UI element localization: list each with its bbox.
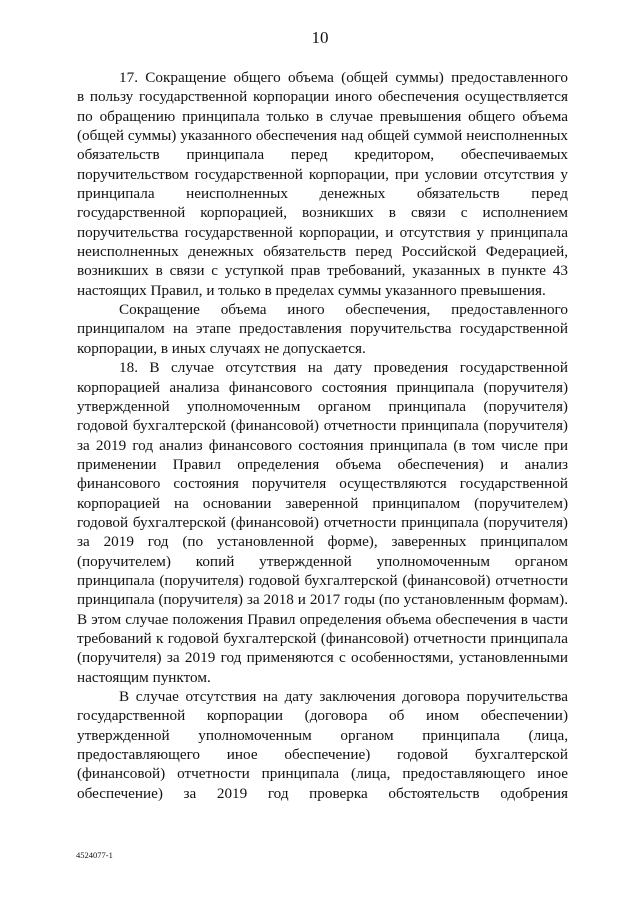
text-line: Сокращение объема иного обеспечения, предоставленного [119,301,568,319]
text-line: В случае отсутствия на дату заключения договора поручительства [119,688,568,705]
text-line: поручительством государственной корпорации, при условии отсутствия у [77,165,568,183]
page-number: 10 [311,28,329,47]
text-line: корпорацией анализа финансового состояния принципала (поручителя) [77,378,568,396]
text-line: годовой бухгалтерской (финансовой) отчетности принципала (поручителя) [77,417,568,435]
text-line: принципала (поручителя) годовой бухгалтерской (финансовой) отчетности [77,571,568,589]
text-line: (финансовой) отчетности принципала (лица, предоставляющего иное [77,765,568,783]
text-line: за 2019 год анализ финансового состояния принципала (в том числе при [77,436,568,454]
text-line: требований к годовой бухгалтерской (финансовой) отчетности принципала [77,629,568,647]
text-line: (общей суммы) указанного обеспечения над общей суммой неисполненных [77,127,568,145]
document-body [77,68,568,803]
text-line: обязательств принципала перед кредитором, обеспечиваемых [77,146,568,164]
text-line: годовой бухгалтерской (финансовой) отчетности принципала (поручителя) [77,513,568,531]
text-line: финансового состояния поручителя осуществляются государственной [77,475,568,493]
text-line: поручительства государственной корпорации, и отсутствия у принципала [77,223,568,241]
text-line: за 2019 год (по установленной форме), заверенных принципалом [77,533,568,551]
text-line: корпорации, в иных случаях не допускается. [77,339,366,357]
text-line: 18. В случае отсутствия на дату проведения государственной [119,359,568,377]
text-line: в пользу государственной корпорации иного обеспечения осуществляется [77,88,568,106]
text-line: государственной корпорации (договора об ином обеспечении) [77,707,568,725]
text-line: принципалом на этапе предоставления поручительства государственной [77,320,568,338]
text-line: принципала неисполненных денежных обязательств перед [77,185,568,203]
text-line: применении Правил определения объема обеспечения) и анализ [77,455,568,473]
text-line: (поручителя) за 2019 год применяются с особенностями, установленными [77,649,568,667]
text-line: 17. Сокращение общего объема (общей суммы) предоставленного [119,69,568,86]
text-line: В этом случае положения Правил определения объема обеспечения в части [77,610,568,628]
text-line: предоставляющего иное обеспечение) годовой бухгалтерской [77,746,568,764]
text-line: возникших в связи с уступкой прав требований, указанных в пункте 43 [77,262,568,280]
text-line: принципала (поручителя) за 2018 и 2017 годы (по установленным формам). [77,591,568,609]
text-line: (поручителем) копий утвержденной уполномоченным органом [77,552,568,570]
text-line: настоящих Правил, и только в пределах суммы указанного превышения. [77,281,546,299]
text-line: настоящим пунктом. [77,668,211,686]
text-line: утвержденной уполномоченным органом принципала (лица, [77,726,568,744]
text-line: утвержденной уполномоченным органом принципала (поручителя) [77,397,568,415]
text-line: обеспечение) за 2019 год проверка обстоятельств одобрения [77,784,568,802]
text-line: корпорацией на основании заверенной принципалом (поручителем) [77,494,568,512]
text-line: государственной корпорацией, возникших в связи с исполнением [77,204,568,222]
text-line: по обращению принципала только в случае превышения общего объема [77,107,568,125]
text-line: неисполненных денежных обязательств перед Российской Федерацией, [77,243,568,261]
document-code: 4524077-1 [76,850,113,860]
